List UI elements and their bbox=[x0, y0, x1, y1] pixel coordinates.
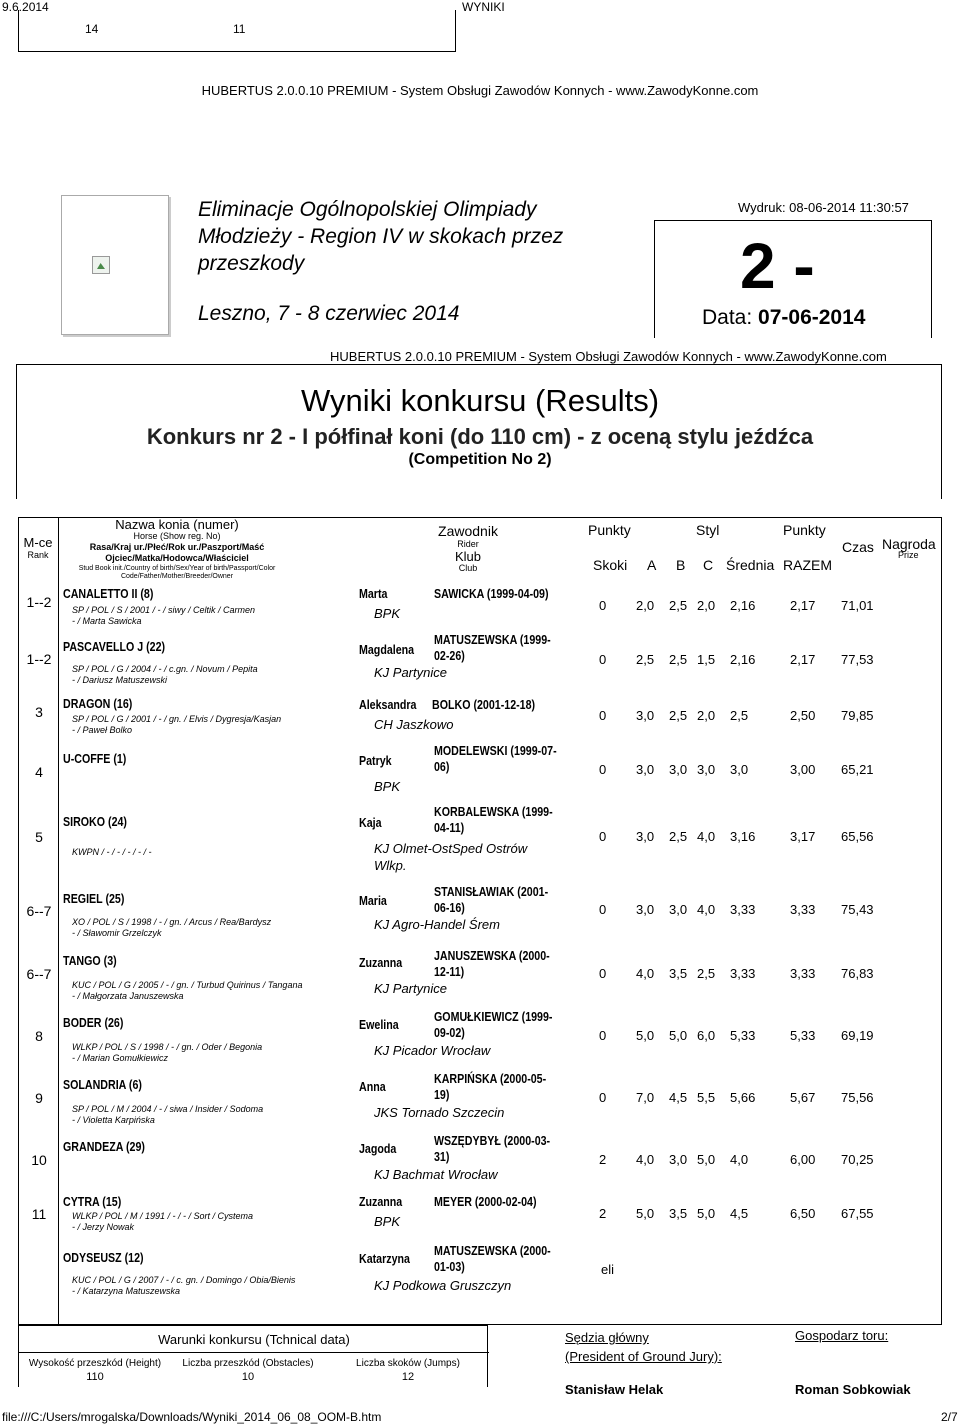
col-rider-en: Rider bbox=[457, 539, 479, 549]
rider-first-name: Marta bbox=[359, 586, 388, 601]
style-b: 5,0 bbox=[669, 1028, 688, 1043]
col-average: Średnia bbox=[726, 557, 775, 573]
style-average: 2,16 bbox=[730, 598, 756, 613]
horse-owner: - / Paweł Bolko bbox=[72, 725, 133, 735]
style-a: 2,0 bbox=[636, 598, 655, 613]
event-title-line: Eliminacje Ogólnopolskiej Olimpiady bbox=[198, 198, 537, 221]
rider-first-name: Katarzyna bbox=[359, 1251, 410, 1266]
rank: 6--7 bbox=[26, 966, 52, 982]
time: 70,25 bbox=[841, 1152, 874, 1167]
style-a: 3,0 bbox=[636, 708, 655, 723]
club: BPK bbox=[374, 606, 401, 621]
tech-divider bbox=[19, 1352, 489, 1353]
rank: 4 bbox=[35, 764, 43, 780]
style-c: 4,0 bbox=[697, 829, 716, 844]
style-a: 3,0 bbox=[636, 902, 655, 917]
time: 79,85 bbox=[841, 708, 874, 723]
judge-title-en: (President of Ground Jury): bbox=[565, 1349, 722, 1364]
horse-name: SOLANDRIA (6) bbox=[63, 1077, 142, 1092]
horse-name: CYTRA (15) bbox=[63, 1194, 122, 1209]
tech-title: Warunki konkursu (Tchnical data) bbox=[158, 1332, 350, 1347]
jump-faults: 0 bbox=[599, 598, 607, 613]
style-a: 3,0 bbox=[636, 762, 655, 777]
club: KJ Olmet-OstSped Ostrów Wlkp. bbox=[374, 841, 528, 873]
event-title-line: Młodzieży - Region IV w skokach przez bbox=[198, 225, 564, 248]
style-b: 2,5 bbox=[669, 652, 688, 667]
rider-first-name: Anna bbox=[359, 1079, 386, 1094]
event-logo bbox=[61, 195, 169, 335]
total-points: 3,17 bbox=[790, 829, 816, 844]
style-a: 5,0 bbox=[636, 1206, 655, 1221]
col-rider: Zawodnik bbox=[438, 523, 498, 539]
horse-name: TANGO (3) bbox=[63, 953, 117, 968]
club: JKS Tornado Szczecin bbox=[374, 1105, 505, 1120]
col-a: A bbox=[647, 557, 657, 573]
horse-info: SP / POL / G / 2004 / - / c.gn. / Novum / Pepita bbox=[72, 664, 258, 674]
col-prize: Nagroda bbox=[882, 536, 936, 552]
style-a: 5,0 bbox=[636, 1028, 655, 1043]
style-a: 3,0 bbox=[636, 829, 655, 844]
col-prize-en: Prize bbox=[898, 550, 919, 560]
rider-first-name: Zuzanna bbox=[359, 955, 403, 970]
rank: 10 bbox=[31, 1152, 47, 1168]
total-points: 5,33 bbox=[790, 1028, 816, 1043]
club: BPK bbox=[374, 1214, 401, 1229]
club: KJ Partynice bbox=[374, 665, 447, 680]
rank: 9 bbox=[35, 1090, 43, 1106]
style-c: 2,5 bbox=[697, 966, 716, 981]
software-banner: HUBERTUS 2.0.0.10 PREMIUM - System Obsługi Zawodów Konnych - www.ZawodyKonne.com bbox=[201, 83, 759, 98]
event-place: Leszno, 7 - 8 czerwiec 2014 bbox=[198, 302, 460, 325]
horse-name: SIROKO (24) bbox=[63, 814, 127, 829]
jump-faults: 0 bbox=[599, 829, 607, 844]
club: KJ Bachmat Wrocław bbox=[374, 1167, 498, 1182]
style-average: 3,33 bbox=[730, 966, 756, 981]
horse-name: GRANDEZA (29) bbox=[63, 1139, 145, 1154]
horse-owner: - / Małgorzata Januszewska bbox=[72, 991, 184, 1001]
rider-last-name: MATUSZEWSKA (1999-02-26) bbox=[434, 632, 551, 663]
style-c: 5,0 bbox=[697, 1206, 716, 1221]
judge-title: Sędzia główny bbox=[565, 1330, 649, 1345]
style-average: 3,16 bbox=[730, 829, 756, 844]
style-b: 3,0 bbox=[669, 1152, 688, 1167]
style-average: 3,0 bbox=[730, 762, 749, 777]
judge-name: Stanisław Helak bbox=[565, 1382, 664, 1397]
event-title bbox=[198, 196, 638, 277]
style-c: 5,5 bbox=[697, 1090, 716, 1105]
club: KJ Agro-Handel Śrem bbox=[374, 917, 500, 932]
event-title-line: przeszkody bbox=[198, 252, 305, 275]
rider-last-name: MODELEWSKI (1999-07-06) bbox=[434, 743, 557, 774]
style-average: 5,66 bbox=[730, 1090, 756, 1105]
style-b: 3,0 bbox=[669, 902, 688, 917]
col-time: Czas bbox=[842, 539, 874, 555]
rider-first-name: Jagoda bbox=[359, 1141, 397, 1156]
tech-obstacles-label: Liczba przeszkód (Obstacles) bbox=[182, 1358, 314, 1369]
jump-faults: 0 bbox=[599, 966, 607, 981]
style-c: 6,0 bbox=[697, 1028, 716, 1043]
rank-divider bbox=[58, 518, 59, 1324]
print-timestamp: Wydruk: 08-06-2014 11:30:57 bbox=[738, 200, 909, 215]
tech-height-value: 110 bbox=[86, 1371, 104, 1383]
rank: 3 bbox=[35, 704, 43, 720]
total-points: 5,67 bbox=[790, 1090, 816, 1105]
jump-faults: 0 bbox=[599, 708, 607, 723]
style-c: 2,0 bbox=[697, 708, 716, 723]
horse-owner: - / Marian Gomułkiewicz bbox=[72, 1053, 169, 1063]
style-average: 4,5 bbox=[730, 1206, 749, 1221]
club: CH Jaszkowo bbox=[374, 717, 454, 732]
rider-first-name: Maria bbox=[359, 893, 387, 908]
time: 67,55 bbox=[841, 1206, 874, 1221]
club: KJ Podkowa Gruszczyn bbox=[374, 1278, 512, 1293]
style-c: 1,5 bbox=[697, 652, 716, 667]
broken-image-icon bbox=[92, 256, 110, 274]
col-total: RAZEM bbox=[783, 557, 832, 573]
tech-jumps-value: 12 bbox=[401, 1371, 415, 1383]
style-average: 2,16 bbox=[730, 652, 756, 667]
horse-info: SP / POL / S / 2001 / - / siwy / Celtik / Carmen bbox=[72, 605, 256, 615]
col-style: Styl bbox=[696, 522, 720, 538]
time: 65,56 bbox=[841, 829, 874, 844]
rider-last-name: JANUSZEWSKA (2000-12-11) bbox=[434, 948, 550, 979]
col-horse-l4: Stud Book init./Country of birth/Sex/Year of birth/Passport/Color bbox=[78, 565, 276, 572]
prev-cell-b: 11 bbox=[233, 22, 246, 36]
col-points: Punkty bbox=[588, 522, 631, 538]
style-average: 3,33 bbox=[730, 902, 756, 917]
date-label: Data: bbox=[702, 306, 753, 329]
style-a: 2,5 bbox=[636, 652, 655, 667]
horse-owner: - / Katarzyna Matuszewska bbox=[72, 1286, 181, 1296]
horse-owner: - / Marta Sawicka bbox=[72, 616, 142, 626]
rider-last-name: GOMUŁKIEWICZ (1999-09-02) bbox=[434, 1009, 553, 1040]
style-c: 4,0 bbox=[697, 902, 716, 917]
tech-jumps-label: Liczba skoków (Jumps) bbox=[356, 1358, 460, 1369]
rank: 8 bbox=[35, 1028, 43, 1044]
col-horse-l5: Code/Father/Mother/Breeder/Owner bbox=[120, 573, 234, 580]
horse-owner: - / Dariusz Matuszewski bbox=[72, 675, 168, 685]
style-b: 2,5 bbox=[669, 598, 688, 613]
style-a: 4,0 bbox=[636, 1152, 655, 1167]
total-points: 3,33 bbox=[790, 966, 816, 981]
rider-first-name: Patryk bbox=[359, 753, 392, 768]
total-points: 2,50 bbox=[790, 708, 816, 723]
col-club-en: Club bbox=[458, 563, 478, 573]
jump-faults: 0 bbox=[599, 762, 607, 777]
col-horse: Nazwa konia (numer) bbox=[115, 517, 239, 532]
host-name: Roman Sobkowiak bbox=[795, 1382, 911, 1397]
date-value: 07-06-2014 bbox=[758, 306, 866, 329]
rider-last-name: KORBALEWSKA (1999-04-11) bbox=[434, 804, 553, 835]
time: 71,01 bbox=[841, 598, 874, 613]
style-c: 5,0 bbox=[697, 1152, 716, 1167]
horse-info: XO / POL / S / 1998 / - / gn. / Arcus / Rea/Bardysz bbox=[72, 917, 272, 927]
rider-last-name: STANISŁAWIAK (2001-06-16) bbox=[434, 884, 549, 915]
style-c: 2,0 bbox=[697, 598, 716, 613]
horse-info: KUC / POL / G / 2007 / - / c. gn. / Domingo / Obia/Bienis bbox=[72, 1275, 296, 1285]
style-average: 2,5 bbox=[730, 708, 749, 723]
style-average: 4,0 bbox=[730, 1152, 749, 1167]
horse-owner: - / Jerzy Nowak bbox=[72, 1222, 135, 1232]
results-table bbox=[18, 517, 942, 1325]
style-b: 3,5 bbox=[669, 966, 688, 981]
competition-number: (Competition No 2) bbox=[408, 451, 552, 468]
col-rank: M-ce bbox=[23, 535, 53, 550]
jump-faults: 2 bbox=[599, 1152, 607, 1167]
col-horse-l2: Rasa/Kraj ur./Płeć/Rok ur./Paszport/Maść bbox=[89, 542, 265, 552]
style-average: 5,33 bbox=[730, 1028, 756, 1043]
horse-name: ODYSEUSZ (12) bbox=[63, 1250, 144, 1265]
style-b: 3,0 bbox=[669, 762, 688, 777]
total-points: 6,00 bbox=[790, 1152, 816, 1167]
style-b: 3,5 bbox=[669, 1206, 688, 1221]
rank: 5 bbox=[35, 829, 43, 845]
horse-info: WLKP / POL / S / 1998 / - / gn. / Oder / Begonia bbox=[72, 1042, 263, 1052]
file-path: file:///C:/Users/mrogalska/Downloads/Wyniki_2014_06_08_OOM-B.htm bbox=[2, 1410, 382, 1424]
rank: 6--7 bbox=[26, 903, 52, 919]
horse-info: KWPN / - / - / - / - / - bbox=[72, 847, 152, 857]
rider-first-name: Aleksandra bbox=[359, 697, 417, 712]
results-title: Wyniki konkursu (Results) bbox=[300, 383, 660, 418]
col-horse-l3: Ojciec/Matka/Hodowca/Właściciel bbox=[105, 553, 249, 563]
prev-cell-a: 14 bbox=[85, 22, 99, 36]
horse-info: SP / POL / G / 2001 / - / gn. / Elvis / Dygresja/Kasjan bbox=[72, 714, 282, 724]
total-points: 3,00 bbox=[790, 762, 816, 777]
rider-last-name: KARPIŃSKA (2000-05-19) bbox=[434, 1071, 547, 1102]
jump-faults: 0 bbox=[599, 1028, 607, 1043]
page-number: 2/7 bbox=[941, 1410, 958, 1424]
col-jumps: Skoki bbox=[593, 557, 628, 573]
total-points: 2,17 bbox=[790, 598, 816, 613]
print-date: 9.6.2014 bbox=[2, 0, 49, 14]
time: 75,56 bbox=[841, 1090, 874, 1105]
jump-faults: 0 bbox=[599, 1090, 607, 1105]
style-c: 3,0 bbox=[697, 762, 716, 777]
horse-name: CANALETTO II (8) bbox=[63, 586, 154, 601]
tech-height-label: Wysokość przeszkód (Height) bbox=[28, 1358, 162, 1369]
time: 76,83 bbox=[841, 966, 874, 981]
total-points: 6,50 bbox=[790, 1206, 816, 1221]
total-points: 3,33 bbox=[790, 902, 816, 917]
rider-first-name: Zuzanna bbox=[359, 1194, 403, 1209]
style-b: 2,5 bbox=[669, 829, 688, 844]
style-a: 7,0 bbox=[636, 1090, 655, 1105]
competition-title: Konkurs nr 2 - I półfinał koni (do 110 cm) - z oceną stylu jeźdźca bbox=[146, 424, 814, 449]
jump-faults: 0 bbox=[599, 652, 607, 667]
horse-name: U-COFFE (1) bbox=[63, 751, 127, 766]
rider-first-name: Ewelina bbox=[359, 1017, 399, 1032]
time: 65,21 bbox=[841, 762, 874, 777]
col-c: C bbox=[703, 557, 714, 573]
rider-last-name: SAWICKA (1999-04-09) bbox=[434, 586, 549, 601]
rider-last-name: WSZĘDYBYŁ (2000-03-31) bbox=[434, 1133, 551, 1164]
col-horse-en: Horse (Show reg. No) bbox=[133, 531, 221, 541]
style-b: 4,5 bbox=[669, 1090, 688, 1105]
time: 77,53 bbox=[841, 652, 874, 667]
col-points-total: Punkty bbox=[783, 522, 826, 538]
rider-last-name: BOLKO (2001-12-18) bbox=[432, 697, 536, 712]
print-title: WYNIKI bbox=[462, 0, 505, 14]
club: BPK bbox=[374, 779, 401, 794]
date-row bbox=[702, 306, 865, 330]
software-banner-2: HUBERTUS 2.0.0.10 PREMIUM - System Obsługi Zawodów Konnych - www.ZawodyKonne.com bbox=[330, 349, 887, 364]
day-number: 2 - bbox=[740, 230, 815, 302]
tech-obstacles-value: 10 bbox=[241, 1371, 255, 1383]
horse-owner: - / Violetta Karpińska bbox=[72, 1115, 155, 1125]
horse-name: REGIEL (25) bbox=[63, 891, 125, 906]
style-a: 4,0 bbox=[636, 966, 655, 981]
total-points: 2,17 bbox=[790, 652, 816, 667]
horse-info: KUC / POL / G / 2005 / - / gn. / Turbud Quirinus / Tangana bbox=[72, 980, 303, 990]
club: KJ Picador Wrocław bbox=[374, 1043, 491, 1058]
horse-name: DRAGON (16) bbox=[63, 696, 133, 711]
horse-owner: - / Sławomir Grzelczyk bbox=[72, 928, 162, 938]
jump-faults: 0 bbox=[599, 902, 607, 917]
horse-name: PASCAVELLO J (22) bbox=[63, 639, 166, 654]
col-b: B bbox=[676, 557, 686, 573]
previous-table-fragment bbox=[18, 10, 456, 52]
rank: 11 bbox=[31, 1206, 47, 1222]
club: KJ Partynice bbox=[374, 981, 447, 996]
rank: 1--2 bbox=[26, 594, 52, 610]
rider-first-name: Magdalena bbox=[359, 642, 415, 657]
eliminated-mark: eli bbox=[601, 1262, 615, 1277]
judge-label bbox=[565, 1328, 722, 1366]
time: 75,43 bbox=[841, 902, 874, 917]
rider-last-name: MATUSZEWSKA (2000-01-03) bbox=[434, 1243, 551, 1274]
rank: 1--2 bbox=[26, 651, 52, 667]
horse-name: BODER (26) bbox=[63, 1015, 124, 1030]
horse-info: WLKP / POL / M / 1991 / - / - / Sort / Cystema bbox=[72, 1211, 254, 1221]
style-b: 2,5 bbox=[669, 708, 688, 723]
host-label: Gospodarz toru: bbox=[795, 1328, 889, 1343]
technical-data bbox=[18, 1325, 488, 1387]
col-rank-en: Rank bbox=[27, 550, 49, 560]
rider-last-name: MEYER (2000-02-04) bbox=[434, 1194, 537, 1209]
col-club: Klub bbox=[454, 549, 482, 564]
horse-info: SP / POL / M / 2004 / - / siwa / Insider / Sodoma bbox=[72, 1104, 264, 1114]
time: 69,19 bbox=[841, 1028, 874, 1043]
jump-faults: 2 bbox=[599, 1206, 607, 1221]
rider-first-name: Kaja bbox=[359, 815, 382, 830]
